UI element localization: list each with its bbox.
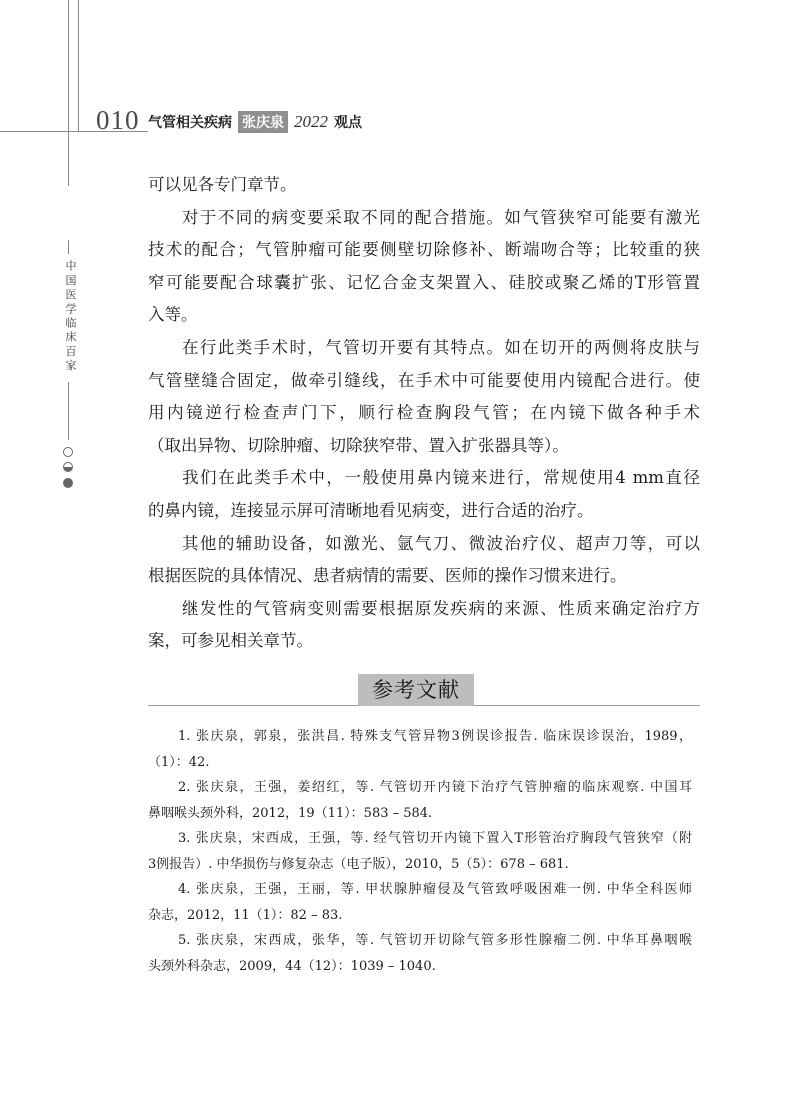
text-line: 继发性的气管病变则需要根据原发疾病的来源、性质来确定治疗方 [182,598,700,618]
series-title: 中国医学临床百家 [64,260,77,374]
text-line: 根据医院的具体情况、患者病情的需要、医师的操作习惯来进行。 [148,566,627,586]
text-line: 技术的配合；气管肿瘤可能要侧壁切除修补、断端吻合等；比较重的狭 [148,240,700,260]
reference-item [148,826,692,877]
paragraph [148,462,700,527]
half-circle-icon [63,462,73,472]
hollow-circle-icon [63,447,73,457]
reference-item [148,928,692,979]
frame-rule-vertical-inner [78,0,79,132]
paragraph [148,169,700,202]
filled-circle-icon [63,478,73,488]
reference-line: 2. 张庆泉，王强，姜绍红，等. 气管切开内镜下治疗气管肿瘤的临床观察. 中国耳 [178,780,692,795]
reference-line: 鼻咽喉头颈外科，2012，19（11）：583 – 584. [148,805,433,821]
body-text [148,169,700,658]
reference-line: 1. 张庆泉，郭泉，张洪昌. 特殊支气管异物3例误诊报告. 临床误诊误治，1989， [178,729,692,744]
header-year: 2022 [294,112,328,131]
reference-line: 4. 张庆泉，王强，王丽，等. 甲状腺肿瘤侵及气管致呼吸困难一例. 中华全科医师 [178,882,692,897]
paragraph [148,332,700,462]
text-line: 在行此类手术时，气管切开要有其特点。如在切开的两侧将皮肤与 [182,337,700,357]
text-line: 我们在此类手术中，一般使用鼻内镜来进行，常规使用4 mm直径 [182,468,700,488]
text-line: 对于不同的病变要采取不同的配合措施。如气管狭窄可能要有激光 [182,207,700,227]
text-line: 案，可参见相关章节。 [148,631,313,651]
sidebar-rule-top [68,240,69,254]
reference-line: 杂志，2012，11（1）：82 – 83. [148,907,343,923]
reference-line: 3. 张庆泉，宋西成，王强，等. 经气管切开内镜下置入T形管治疗胸段气管狭窄（附 [178,831,692,846]
reference-list [148,724,692,979]
reference-line: 头颈外科杂志，2009，44（12）：1039 – 1040. [148,958,436,974]
header-section-title: 气管相关疾病 [148,115,232,131]
reference-item [148,775,692,826]
reference-line: 3例报告）. 中华损伤与修复杂志（电子版），2010，5（5）：678 – 681. [148,856,569,872]
sidebar-rule-bottom [68,382,69,440]
frame-rule-vertical-outer [68,0,69,186]
text-line: 其他的辅助设备，如激光、氩气刀、微波治疗仪、超声刀等，可以 [182,533,700,553]
text-line: 的鼻内镜，连接显示屏可清晰地看见病变，进行合适的治疗。 [148,500,594,520]
references-heading: 参考文献 [358,674,474,706]
header-author-badge: 张庆泉 [238,111,288,133]
paragraph [148,202,700,332]
reference-line: （1）：42. [148,754,210,770]
text-line: 入等。 [148,305,198,325]
text-line: 用内镜逆行检查声门下，顺行检查胸段气管；在内镜下做各种手术 [148,403,700,423]
header-suffix: 观点 [334,115,362,131]
reference-item [148,877,692,928]
text-line: 气管壁缝合固定，做牵引缝线，在手术中可能要使用内镜配合进行。使 [148,370,700,390]
text-line: 窄可能要配合球囊扩张、记忆合金支架置入、硅胶或聚乙烯的T形管置 [148,272,700,292]
paragraph [148,528,700,593]
paragraph [148,593,700,658]
text-line: 可以见各专门章节。 [148,175,297,194]
running-header [148,110,362,134]
reference-item [148,724,692,775]
text-line: （取出异物、切除肿瘤、切除狭窄带、置入扩张器具等）。 [148,435,569,455]
reference-line: 5. 张庆泉，宋西成，张华，等. 气管切开切除气管多形性腺瘤二例. 中华耳鼻咽喉 [178,933,692,948]
page-number: 010 [96,105,140,135]
